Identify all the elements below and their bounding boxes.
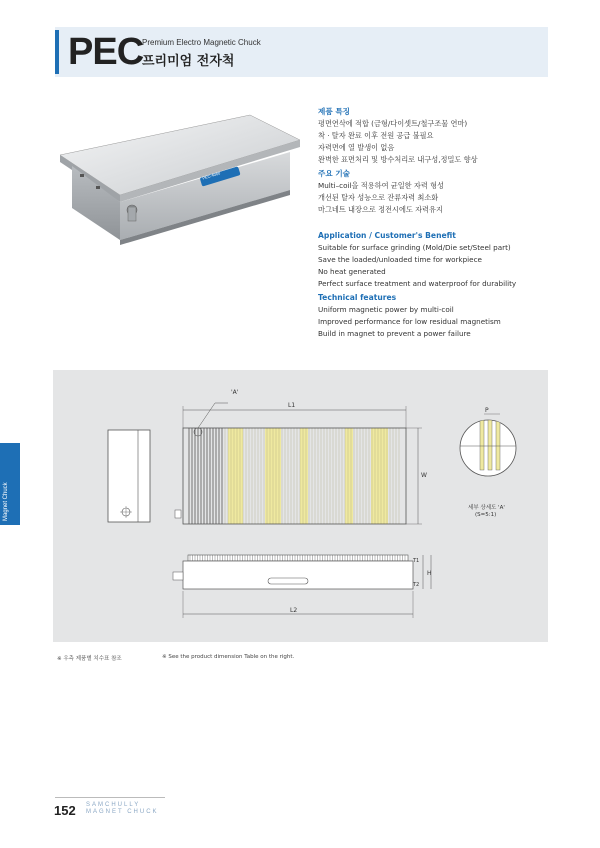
features-ko-item: Multi–coil을 적용하여 균일한 자력 형성 (318, 181, 444, 190)
features-en-item: Suitable for surface grinding (Mold/Die set/Steel part) (318, 243, 511, 252)
subtitle-ko: 프리미엄 전자척 (142, 54, 235, 69)
label-l2: L2 (290, 607, 298, 614)
features-en-item: Perfect surface treatment and waterproof for durability (318, 279, 517, 288)
subtitle-en: Premium Electro Magnetic Chuck (142, 38, 261, 47)
detail-title: 세부 상세도 'A' (468, 505, 505, 511)
features-ko-item: 완벽한 표면처리 및 방수처리로 내구성,정밀도 향상 (318, 155, 478, 164)
side-tab (0, 443, 20, 525)
pole-band (228, 428, 243, 524)
features-ko-item: 착 · 탈자 완료 이후 전원 공급 불필요 (318, 131, 434, 140)
label-t1: T1 (413, 558, 420, 564)
note-en: ※ See the product dimension Table on the right. (162, 654, 295, 660)
features-en (318, 230, 516, 340)
product-image (50, 100, 310, 260)
detail-scale: (S=5:1) (475, 512, 497, 518)
features-en-item: No heat generated (318, 267, 386, 276)
footer-divider (55, 797, 165, 798)
label-p: P (485, 407, 489, 414)
features-en-item: Improved performance for low residual magnetism (318, 317, 501, 326)
technical-drawing (53, 370, 548, 642)
features-en-item: Build in magnet to prevent a power failure (318, 329, 471, 338)
footer-brand-line1: SAMCHULLY (86, 802, 141, 808)
pole-band (300, 428, 308, 524)
features-ko-item: 개선된 탈자 성능으로 잔류자력 최소화 (318, 193, 439, 202)
note-ko: ※ 우측 제품별 치수표 참조 (57, 656, 122, 662)
side-tab-label: Magnet Chuck (3, 482, 9, 521)
page-number: 152 (54, 803, 76, 818)
footer-brand-line2: MAGNET CHUCK (86, 809, 159, 815)
label-a: 'A' (231, 389, 239, 396)
model-title: PEC (68, 31, 144, 73)
pole-band (345, 428, 353, 524)
label-t2: T2 (413, 582, 420, 588)
features-en-heading1: Application / Customer's Benefit (318, 231, 456, 240)
label-w: W (421, 472, 427, 479)
pole-stripes (189, 428, 399, 524)
features-ko (318, 106, 478, 216)
features-en-item: Uniform magnetic power by multi-coil (318, 305, 454, 314)
features-en-heading2: Technical features (318, 293, 397, 302)
label-h: H (427, 570, 432, 577)
product-label: PEC-4060 (201, 170, 221, 181)
label-l1: L1 (288, 402, 296, 409)
features-ko-item: 마그네트 내장으로 정전시에도 자력유지 (318, 205, 443, 214)
features-ko-heading1: 제품 특징 (318, 107, 350, 116)
pole-band (371, 428, 388, 524)
header-accent-bar (55, 30, 59, 74)
features-en-item: Save the loaded/unloaded time for workpiece (318, 255, 482, 264)
features-ko-item: 평면연삭에 적합 (금형/다이셋트/철구조물 연마) (318, 119, 468, 128)
features-ko-item: 자력면에 열 발생이 없음 (318, 143, 395, 152)
footer-brand (86, 802, 159, 816)
features-ko-heading2: 주요 기술 (318, 169, 350, 178)
